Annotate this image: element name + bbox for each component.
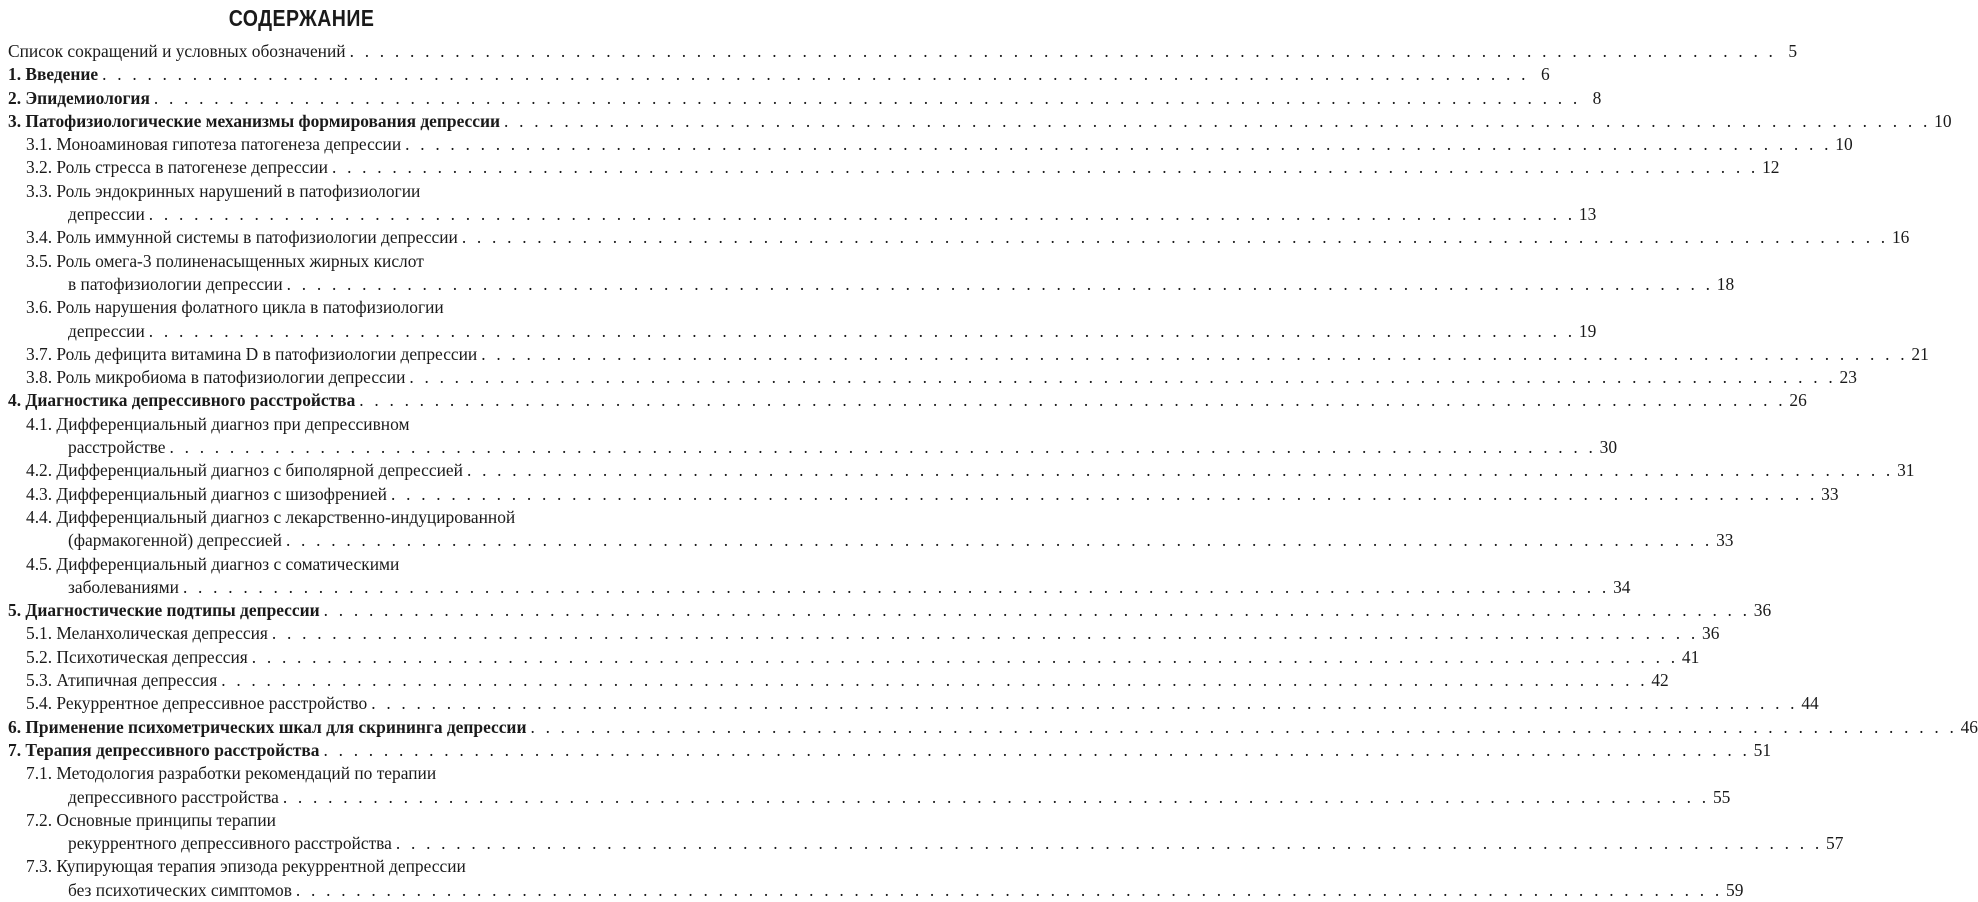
toc-entry-row (8, 63, 1550, 86)
toc-leader-dots (409, 366, 1836, 389)
toc-page-number: 51 (1753, 739, 1772, 760)
toc-entry-text: 4.4. Дифференциальный диагноз с лекарственно-индуцированной (26, 506, 516, 527)
toc-page-number: 30 (1599, 437, 1618, 458)
toc-entry[interactable] (8, 669, 1669, 692)
toc-entry-text: 5. Диагностические подтипы депрессии (8, 600, 320, 621)
toc-leader-dots (272, 622, 1699, 645)
toc-page-number: 36 (1753, 600, 1772, 621)
toc-page-number: 8 (1592, 87, 1602, 108)
toc-entry[interactable] (8, 716, 1978, 739)
toc-leader-dots (287, 273, 1714, 296)
toc-entry[interactable] (8, 413, 1618, 460)
toc-entry-row (26, 692, 1819, 715)
toc-page-number: 42 (1651, 670, 1669, 691)
toc-leader-dots (149, 320, 1576, 343)
toc-page-number: 31 (1897, 460, 1915, 481)
toc-title: СОДЕРЖАНИЕ (228, 5, 375, 31)
toc-entry[interactable] (8, 40, 1798, 63)
toc-entry-text: 3.3. Роль эндокринных нарушений в патофизиологии (26, 180, 421, 201)
toc-leader-dots (332, 156, 1759, 179)
toc-entry-row (8, 389, 1807, 412)
toc-entry-text: 7. Терапия депрессивного расстройства (8, 739, 320, 760)
toc-entry[interactable] (8, 133, 1853, 156)
toc-page-number: 33 (1716, 530, 1734, 551)
toc-entry-text: 3.7. Роль дефицита витамина D в патофизиологии депрессии (26, 343, 478, 364)
toc-entry-text: заболеваниями (68, 576, 179, 597)
toc-entry[interactable] (8, 296, 1597, 343)
toc-entry-row (8, 87, 1602, 110)
toc-entry[interactable] (8, 506, 1734, 553)
toc-entry-row (26, 226, 1910, 249)
toc-entry-row (26, 343, 1929, 366)
toc-entry[interactable] (8, 343, 1929, 366)
toc-entry-text: 3.1. Моноаминовая гипотеза патогенеза депрессии (26, 134, 402, 155)
toc-entry-row (8, 739, 1772, 762)
toc-leader-dots (396, 832, 1823, 855)
toc-page-number: 34 (1613, 576, 1631, 597)
toc-leader-dots (391, 483, 1818, 506)
toc-leader-dots (462, 226, 1889, 249)
toc-entry[interactable] (8, 180, 1597, 227)
toc-entry[interactable] (8, 110, 1952, 133)
toc-leader-dots (154, 87, 1581, 110)
toc-leader-dots (350, 40, 1777, 63)
toc-page-number: 16 (1891, 227, 1910, 248)
toc-entry-text: депрессии (68, 320, 145, 341)
toc-leader-dots (481, 343, 1908, 366)
toc-entry-row (26, 832, 1844, 855)
toc-entry-row (26, 576, 1631, 599)
toc-entry[interactable] (8, 250, 1735, 297)
toc-entry-text: 4.3. Дифференциальный диагноз с шизофренией (26, 483, 387, 504)
toc-page-number: 26 (1789, 390, 1807, 411)
toc-leader-dots (504, 110, 1931, 133)
toc-entry-text: Список сокращений и условных обозначений (8, 41, 346, 61)
toc-entry[interactable] (8, 692, 1819, 715)
toc-entry-row (26, 622, 1720, 645)
toc-entry-text: 3.4. Роль иммунной системы в патофизиологии депрессии (26, 227, 458, 248)
toc-entry-row (26, 203, 1597, 226)
toc-leader-dots (371, 692, 1798, 715)
toc-entry-text: 4. Диагностика депрессивного расстройства (8, 390, 356, 411)
toc-entry-text: 5.1. Меланхолическая депрессия (26, 623, 268, 644)
toc-leader-dots (252, 646, 1679, 669)
toc-entry-text: 4.1. Дифференциальный диагноз при депрессивном (26, 413, 410, 434)
toc-leader-dots (296, 879, 1723, 902)
toc-entry-text: 4.2. Дифференциальный диагноз с биполярной депрессией (26, 460, 463, 481)
toc-entry-text: (фармакогенной) депрессией (68, 530, 282, 551)
toc-entry-row (26, 156, 1780, 179)
toc-entry[interactable] (8, 87, 1602, 110)
toc-leader-dots (221, 669, 1648, 692)
toc-entry-row (8, 40, 1798, 63)
toc-entry-row (26, 273, 1735, 296)
toc-leader-dots (405, 133, 1832, 156)
toc-entry[interactable] (8, 809, 1844, 856)
toc-page-number: 13 (1578, 204, 1597, 225)
toc-entry-row (26, 879, 1744, 902)
toc-page-number: 5 (1788, 41, 1798, 61)
toc-entry[interactable] (8, 63, 1550, 86)
toc-leader-dots (324, 739, 1751, 762)
toc-page-number: 12 (1762, 157, 1780, 178)
toc-entry[interactable] (8, 762, 1731, 809)
toc-entry-text: 6. Применение психометрических шкал для скрининга депрессии (8, 716, 527, 737)
toc-leader-dots (170, 436, 1597, 459)
toc-entry-text: в патофизиологии депрессии (68, 273, 283, 294)
toc-entry[interactable] (8, 226, 1910, 249)
toc-entry-text: 7.3. Купирующая терапия эпизода рекуррентной депрессии (26, 856, 466, 877)
toc-page-number: 55 (1712, 786, 1731, 807)
toc-page-number: 19 (1578, 320, 1597, 341)
toc-page-number: 33 (1821, 483, 1839, 504)
toc-page-number: 44 (1801, 693, 1819, 714)
toc-entry-text: 2. Эпидемиология (8, 87, 150, 108)
toc-entry-text: 5.2. Психотическая депрессия (26, 646, 248, 667)
toc-entry-row (26, 133, 1853, 156)
toc-entry[interactable] (8, 622, 1720, 645)
toc-entry-row (26, 436, 1618, 459)
toc-entry-text: 4.5. Дифференциальный диагноз с соматическими (26, 553, 400, 574)
toc-entry[interactable] (8, 739, 1772, 762)
toc-page-number: 10 (1934, 110, 1952, 131)
toc-entry[interactable] (8, 156, 1780, 179)
toc-entry-text: расстройстве (68, 437, 166, 458)
toc-entry-row (26, 786, 1731, 809)
toc-entry[interactable] (8, 855, 1744, 902)
toc-entry-text: 1. Введение (8, 64, 99, 85)
toc-entry-row (26, 483, 1839, 506)
toc-entry-row (26, 366, 1857, 389)
toc-leader-dots (149, 203, 1576, 226)
toc-page-number: 46 (1960, 716, 1978, 737)
toc-entry-row (8, 599, 1772, 622)
toc-entry-text: 3. Патофизиологические механизмы формирования депрессии (8, 110, 500, 131)
toc-entry-text: 5.4. Рекуррентное депрессивное расстройство (26, 693, 368, 714)
toc-entry-row (26, 669, 1669, 692)
toc-leader-dots (283, 786, 1710, 809)
toc-list (8, 40, 1978, 902)
toc-entry-text: рекуррентного депрессивного расстройства (68, 833, 392, 854)
toc-entry-row (8, 716, 1978, 739)
toc-entry-text: 7.1. Методология разработки рекомендаций по терапии (26, 763, 437, 784)
toc-entry-row (26, 459, 1915, 482)
toc-leader-dots (183, 576, 1610, 599)
toc-entry-row (26, 529, 1734, 552)
toc-entry-text: 3.5. Роль омега-3 полиненасыщенных жирных кислот (26, 250, 424, 271)
toc-entry-text: 3.2. Роль стресса в патогенезе депрессии (26, 157, 328, 178)
toc-leader-dots (102, 63, 1529, 86)
toc-entry[interactable] (8, 553, 1631, 600)
toc-entry-text: 3.6. Роль нарушения фолатного цикла в патофизиологии (26, 297, 444, 318)
toc-leader-dots (324, 599, 1751, 622)
toc-page-number: 41 (1681, 646, 1700, 667)
toc-entry-text: без психотических симптомов (68, 879, 292, 900)
toc-entry-text: депрессии (68, 204, 145, 225)
toc-page-number: 10 (1835, 134, 1853, 155)
toc-page-number: 57 (1826, 833, 1844, 854)
toc-page-number: 36 (1702, 623, 1720, 644)
toc-page-number: 59 (1726, 879, 1744, 900)
toc-page-number: 21 (1911, 343, 1929, 364)
toc-page-number: 23 (1839, 367, 1857, 388)
toc-leader-dots (286, 529, 1713, 552)
toc-entry[interactable] (8, 459, 1915, 482)
toc-entry[interactable] (8, 599, 1772, 622)
toc-entry-text: депрессивного расстройства (68, 786, 279, 807)
toc-entry[interactable] (8, 483, 1839, 506)
toc-page-number: 6 (1540, 64, 1550, 85)
toc-entry[interactable] (8, 646, 1700, 669)
toc-leader-dots (530, 716, 1957, 739)
toc-entry-row (8, 110, 1952, 133)
toc-entry-row (26, 320, 1597, 343)
toc-entry-row (26, 646, 1700, 669)
toc-entry-text: 5.3. Атипичная депрессия (26, 670, 218, 691)
toc-entry-text: 7.2. Основные принципы терапии (26, 809, 276, 830)
toc-leader-dots (359, 389, 1786, 412)
toc-entry-text: 3.8. Роль микробиома в патофизиологии депрессии (26, 367, 406, 388)
toc-entry[interactable] (8, 366, 1857, 389)
toc-entry[interactable] (8, 389, 1807, 412)
toc-page-number: 18 (1716, 273, 1735, 294)
toc-leader-dots (467, 459, 1894, 482)
